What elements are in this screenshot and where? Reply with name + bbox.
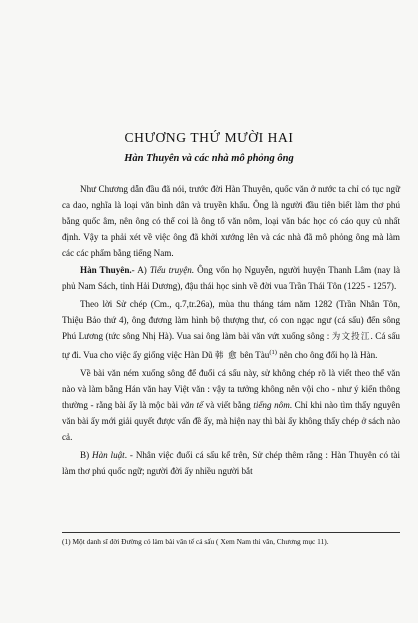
italic-term: tiếng nôm (253, 400, 290, 411)
chapter-subtitle: Hàn Thuyên và các nhà mô phỏng ông (124, 153, 294, 164)
chapter-title: CHƯƠNG THỨ MƯỜI HAI (124, 130, 294, 145)
text-run: . - Nhân việc đuổi cá sấu kể trên, Sử chép thêm rằng : Hàn Thuyên có tài làm thơ phú quốc ngữ; người đời ấy nhiều người bắt (62, 449, 400, 476)
text-run: Theo lời Sử chép (Cm., q.7,tr.26a), mùa thu tháng tám năm 1282 (Trần Nhân Tôn, Thiệu Bảo thứ 4), ông đương làm hình bộ thượng thư, có con ngạc ngư (cá sấu) đến sông Phú Lương (tức sông Nhị Hà). Vua sai ông làm bài văn vứt xuống sông : (62, 298, 400, 341)
footnote-divider (62, 532, 400, 533)
text-run: và viết bằng (203, 400, 254, 411)
body-text (62, 181, 400, 479)
text-run: - A) (131, 265, 150, 276)
subsection-label: Tiểu truyện. (149, 265, 195, 276)
paragraph-analysis (62, 365, 400, 445)
footnote: (1) Một danh sĩ đời Đường có làm bài văn tế cá sấu ( Xem Nam thi văn, Chương mục 11). (62, 537, 329, 546)
paragraph-history (62, 296, 400, 364)
text-run: . Cá sấu tự đi. Vua cho việc ấy giống việc Hàn Dũ (62, 330, 400, 360)
text-run: Ông vốn họ Nguyễn, người huyện Thanh Lâm (nay là phủ Nam Sách, tỉnh Hải Dương), đậu thái học sinh về đời vua Trần Thái Tôn (1225 - 1257). (62, 265, 401, 292)
text-run: Về bài văn ném xuống sông để đuổi cá sấu này, sử không chép rõ là viết theo thể văn nào và làm bằng Hán văn hay Việt văn : vậy ta tưởng không nên vội cho - như ý kiến thông thường - rằng bài ấy là mộc bài (62, 368, 400, 411)
footnote-marker: (1) (269, 348, 277, 356)
text-run: B) (80, 449, 92, 460)
text-run: . Chỉ khi nào tìm thấy nguyên văn bài ấy mới giải quyết được vấn đề ấy, mà hiện nay thì bài ấy không thấy chép ở sách nào cả. (62, 400, 400, 443)
paragraph-han-thuyen (62, 262, 400, 294)
subsection-label: Hàn luật (92, 449, 125, 460)
han-characters: 韩 愈 (214, 350, 238, 361)
han-characters: 为文投江 (331, 331, 371, 342)
section-heading: Hàn Thuyên. (80, 265, 132, 276)
paragraph-han-luat (62, 447, 400, 479)
italic-term: văn tế (180, 400, 204, 411)
text-run: nên cho ông đổi họ là Hàn. (276, 349, 378, 360)
paragraph-intro: Như Chương dẫn đầu đã nói, trước đời Hàn Thuyên, quốc văn ở nước ta chỉ có tục ngữ ca dao, nghĩa là loại văn bình dân và truyền khẩu. Ông là người đầu tiên biết làm thơ phú bằng quốc âm, nên ông có thể coi là ông tổ văn nôm, loại văn bác học có cáo quy củ nhất định. Vậy ta phải xét về việc ông đã khởi xướng lên và các nhà đã mô phỏng ông mà làm các các phẩm bằng tiếng Nam. (62, 184, 400, 259)
text-run: bên Tàu (237, 349, 270, 360)
